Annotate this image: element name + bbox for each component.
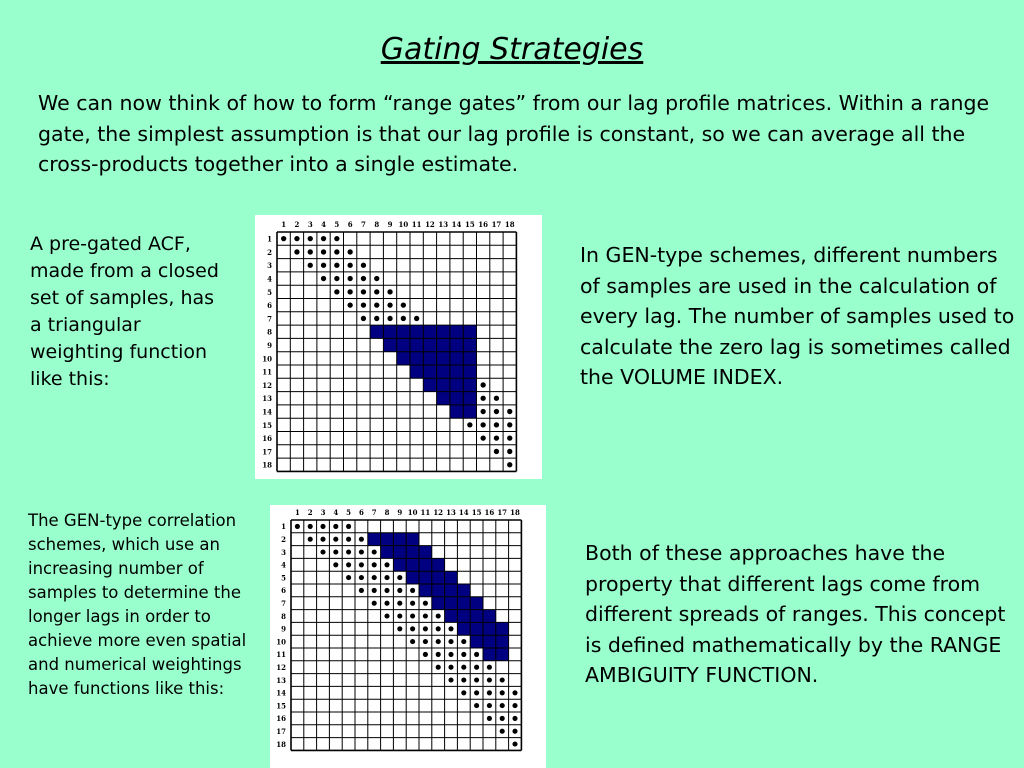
sample-dot	[494, 396, 499, 401]
column-label: 16	[478, 220, 489, 229]
sample-dot	[333, 562, 338, 567]
sample-dot	[494, 449, 499, 454]
sample-dot	[436, 626, 441, 631]
sample-dot	[346, 575, 351, 580]
column-label: 7	[371, 508, 377, 517]
weight-cell	[463, 352, 476, 365]
weight-cell	[393, 546, 406, 559]
sample-dot	[414, 316, 419, 321]
sample-dot	[384, 601, 389, 606]
row-label: 11	[262, 367, 272, 377]
weight-cell	[445, 597, 458, 610]
row-label: 5	[267, 287, 272, 297]
sample-dot	[410, 588, 415, 593]
row-label: 2	[281, 535, 286, 545]
sample-dot	[436, 652, 441, 657]
weight-cell	[470, 622, 483, 635]
sample-dot	[374, 289, 379, 294]
weight-cell	[397, 338, 410, 351]
sample-dot	[410, 601, 415, 606]
weight-cell	[419, 546, 432, 559]
pregated-acf-text: A pre-gated ACF, made from a closed set of samples, has a triangular weighting function like this:	[30, 233, 219, 390]
column-label: 6	[358, 508, 364, 517]
sample-dot	[410, 639, 415, 644]
weight-cell	[463, 405, 476, 418]
row-label: 12	[262, 380, 272, 390]
row-label: 1	[267, 234, 272, 244]
row-label: 6	[281, 586, 286, 596]
sample-dot	[436, 613, 441, 618]
sample-dot	[423, 601, 428, 606]
column-label: 5	[346, 508, 352, 517]
weight-cell	[368, 533, 381, 546]
sample-dot	[397, 575, 402, 580]
column-label: 3	[307, 220, 313, 229]
weight-cell	[381, 546, 394, 559]
row-label: 10	[262, 354, 272, 364]
sample-dot	[474, 665, 479, 670]
sample-dot	[512, 741, 517, 746]
sample-dot	[384, 588, 389, 593]
column-label: 2	[294, 220, 300, 229]
weight-cell	[450, 392, 463, 405]
sample-dot	[436, 665, 441, 670]
weight-cell	[437, 352, 450, 365]
sample-dot	[281, 236, 286, 241]
column-label: 4	[333, 508, 339, 517]
weight-cell	[419, 558, 432, 571]
sample-dot	[500, 703, 505, 708]
weight-cell	[410, 325, 423, 338]
row-label: 15	[276, 701, 286, 711]
weight-cell	[423, 378, 436, 391]
weight-cell	[410, 338, 423, 351]
column-label: 11	[420, 508, 431, 517]
sample-dot	[494, 435, 499, 440]
sample-dot	[397, 626, 402, 631]
sample-dot	[487, 677, 492, 682]
weight-cell	[450, 405, 463, 418]
page-title: Gating Strategies	[380, 32, 644, 67]
sample-dot	[308, 524, 313, 529]
weight-cell	[423, 352, 436, 365]
weight-cell	[406, 533, 419, 546]
gen-lag-matrix	[270, 505, 546, 768]
weight-cell	[470, 635, 483, 648]
weight-cell	[483, 622, 496, 635]
row-label: 9	[281, 624, 286, 634]
row-label: 3	[281, 547, 286, 557]
weight-cell	[445, 584, 458, 597]
sample-dot	[500, 729, 505, 734]
sample-dot	[480, 422, 485, 427]
row-label: 7	[281, 599, 286, 609]
sample-dot	[410, 626, 415, 631]
sample-dot	[308, 537, 313, 542]
sample-dot	[334, 236, 339, 241]
sample-dot	[295, 524, 300, 529]
sample-dot	[474, 703, 479, 708]
sample-dot	[347, 302, 352, 307]
row-label: 16	[276, 714, 286, 724]
sample-dot	[374, 316, 379, 321]
sample-dot	[480, 396, 485, 401]
sample-dot	[384, 562, 389, 567]
sample-dot	[321, 249, 326, 254]
weight-cell	[437, 325, 450, 338]
sample-dot	[372, 601, 377, 606]
weight-cell	[432, 597, 445, 610]
sample-dot	[480, 382, 485, 387]
sample-dot	[461, 652, 466, 657]
sample-dot	[374, 302, 379, 307]
weight-cell	[437, 378, 450, 391]
weight-cell	[381, 533, 394, 546]
sample-dot	[384, 613, 389, 618]
column-label: 5	[334, 220, 340, 229]
column-label: 9	[387, 220, 393, 229]
sample-dot	[308, 263, 313, 268]
sample-dot	[374, 276, 379, 281]
column-label: 14	[451, 220, 462, 229]
sample-dot	[346, 562, 351, 567]
weight-cell	[432, 558, 445, 571]
sample-dot	[448, 652, 453, 657]
weight-cell	[383, 325, 396, 338]
sample-dot	[347, 263, 352, 268]
sample-dot	[423, 652, 428, 657]
weight-cell	[397, 352, 410, 365]
weight-cell	[437, 338, 450, 351]
sample-dot	[346, 537, 351, 542]
weight-cell	[423, 338, 436, 351]
row-label: 4	[267, 274, 272, 284]
row-label: 3	[267, 261, 272, 271]
sample-dot	[334, 249, 339, 254]
column-label: 18	[504, 220, 515, 229]
row-label: 1	[281, 522, 286, 532]
sample-dot	[372, 575, 377, 580]
sample-dot	[346, 549, 351, 554]
weight-cell	[450, 352, 463, 365]
weight-cell	[483, 635, 496, 648]
sample-dot	[308, 249, 313, 254]
row-label: 5	[281, 573, 286, 583]
row-label: 12	[276, 663, 286, 673]
column-label: 12	[425, 220, 435, 229]
sample-dot	[467, 422, 472, 427]
sample-dot	[487, 665, 492, 670]
sample-dot	[347, 249, 352, 254]
sample-dot	[474, 652, 479, 657]
weight-cell	[406, 546, 419, 559]
row-label: 13	[262, 394, 272, 404]
sample-dot	[507, 409, 512, 414]
sample-dot	[384, 575, 389, 580]
weight-cell	[483, 610, 496, 623]
weight-cell	[470, 610, 483, 623]
sample-dot	[347, 289, 352, 294]
weight-cell	[370, 325, 383, 338]
weight-cell	[437, 392, 450, 405]
column-label: 10	[407, 508, 418, 517]
range-ambiguity-text: Both of these approaches have the property that different lags come from different spreads of ranges. This concept is defined mathematically by the RANGE AMBIGUITY FUNCTION.	[585, 541, 1006, 687]
sample-dot	[333, 524, 338, 529]
weight-cell	[457, 610, 470, 623]
sample-dot	[410, 613, 415, 618]
sample-dot	[512, 690, 517, 695]
column-label: 13	[446, 508, 456, 517]
weight-cell	[423, 325, 436, 338]
sample-dot	[461, 690, 466, 695]
sample-dot	[321, 276, 326, 281]
sample-dot	[387, 316, 392, 321]
sample-dot	[334, 289, 339, 294]
column-label: 13	[438, 220, 449, 229]
row-label: 10	[276, 637, 286, 647]
sample-dot	[359, 562, 364, 567]
column-label: 17	[491, 220, 502, 229]
gen-lag-matrix-figure	[270, 505, 546, 768]
sample-dot	[346, 524, 351, 529]
weight-cell	[445, 571, 458, 584]
sample-dot	[480, 435, 485, 440]
sample-dot	[401, 302, 406, 307]
sample-dot	[372, 549, 377, 554]
row-label: 13	[276, 675, 286, 685]
pregated-lag-matrix	[255, 215, 542, 479]
column-label: 4	[321, 220, 326, 229]
column-label: 9	[397, 508, 403, 517]
sample-dot	[397, 613, 402, 618]
sample-dot	[512, 716, 517, 721]
column-label: 12	[433, 508, 444, 517]
weight-cell	[457, 622, 470, 635]
row-label: 14	[276, 688, 286, 698]
row-label: 8	[267, 327, 272, 337]
row-label: 16	[262, 434, 272, 444]
weight-cell	[450, 378, 463, 391]
sample-dot	[474, 690, 479, 695]
weight-cell	[463, 338, 476, 351]
column-label: 7	[361, 220, 366, 229]
sample-dot	[494, 409, 499, 414]
weight-cell	[463, 365, 476, 378]
weight-cell	[383, 338, 396, 351]
sample-dot	[401, 316, 406, 321]
sample-dot	[361, 276, 366, 281]
row-label: 11	[276, 650, 286, 660]
sample-dot	[461, 665, 466, 670]
sample-dot	[448, 639, 453, 644]
sample-dot	[500, 716, 505, 721]
weight-cell	[470, 597, 483, 610]
sample-dot	[448, 665, 453, 670]
weight-cell	[463, 325, 476, 338]
column-label: 8	[384, 508, 390, 517]
sample-dot	[359, 537, 364, 542]
sample-dot	[436, 639, 441, 644]
sample-dot	[487, 703, 492, 708]
row-label: 17	[262, 447, 272, 457]
row-label: 6	[267, 301, 272, 311]
column-label: 1	[281, 220, 287, 229]
weight-cell	[450, 365, 463, 378]
sample-dot	[361, 316, 366, 321]
row-label: 18	[262, 460, 272, 470]
row-label: 17	[276, 727, 286, 737]
pregated-lag-matrix-figure	[255, 215, 542, 479]
sample-dot	[320, 537, 325, 542]
sample-dot	[372, 562, 377, 567]
row-label: 7	[267, 314, 272, 324]
sample-dot	[507, 462, 512, 467]
weight-cell	[463, 378, 476, 391]
weight-cell	[406, 558, 419, 571]
weight-cell	[496, 635, 509, 648]
sample-dot	[333, 537, 338, 542]
weight-cell	[457, 584, 470, 597]
sample-dot	[387, 289, 392, 294]
gen-correlation-text: The GEN-type correlation schemes, which use an increasing number of samples to determine the longer lags in order to achieve more even spatial and numerical weightings have functions like this:	[28, 511, 247, 698]
row-label: 2	[267, 247, 272, 257]
sample-dot	[487, 716, 492, 721]
sample-dot	[320, 549, 325, 554]
column-label: 8	[374, 220, 380, 229]
sample-dot	[308, 236, 313, 241]
sample-dot	[320, 524, 325, 529]
weight-cell	[450, 325, 463, 338]
column-label: 15	[464, 220, 475, 229]
weight-cell	[432, 584, 445, 597]
sample-dot	[347, 276, 352, 281]
sample-dot	[321, 236, 326, 241]
row-label: 14	[262, 407, 272, 417]
sample-dot	[333, 549, 338, 554]
weight-cell	[419, 584, 432, 597]
row-label: 9	[267, 340, 272, 350]
sample-dot	[461, 639, 466, 644]
sample-dot	[397, 601, 402, 606]
weight-cell	[393, 558, 406, 571]
weight-cell	[393, 533, 406, 546]
weight-cell	[463, 392, 476, 405]
sample-dot	[507, 435, 512, 440]
sample-dot	[448, 677, 453, 682]
sample-dot	[494, 422, 499, 427]
sample-dot	[294, 236, 299, 241]
sample-dot	[334, 263, 339, 268]
weight-cell	[410, 365, 423, 378]
sample-dot	[500, 677, 505, 682]
sample-dot	[334, 276, 339, 281]
sample-dot	[397, 588, 402, 593]
weight-cell	[406, 571, 419, 584]
sample-dot	[359, 549, 364, 554]
column-label: 17	[497, 508, 508, 517]
sample-dot	[423, 626, 428, 631]
sample-dot	[361, 289, 366, 294]
sample-dot	[321, 263, 326, 268]
weight-cell	[496, 648, 509, 661]
column-label: 11	[411, 220, 422, 229]
sample-dot	[507, 449, 512, 454]
sample-dot	[423, 613, 428, 618]
sample-dot	[361, 302, 366, 307]
weight-cell	[419, 571, 432, 584]
intro-paragraph: We can now think of how to form “range gates” from our lag profile matrices. Within a range gate, the simplest assumption is that our lag profile is constant, so we can average all the cross-products together into a single estimate.	[38, 91, 990, 176]
weight-cell	[450, 338, 463, 351]
sample-dot	[359, 588, 364, 593]
sample-dot	[359, 575, 364, 580]
sample-dot	[474, 677, 479, 682]
sample-dot	[487, 690, 492, 695]
sample-dot	[387, 302, 392, 307]
weight-cell	[437, 365, 450, 378]
row-label: 8	[281, 611, 286, 621]
sample-dot	[512, 729, 517, 734]
row-label: 4	[281, 560, 286, 570]
weight-cell	[410, 352, 423, 365]
column-label: 14	[458, 508, 469, 517]
column-label: 6	[347, 220, 353, 229]
column-label: 10	[398, 220, 409, 229]
column-label: 18	[510, 508, 520, 517]
sample-dot	[512, 703, 517, 708]
weight-cell	[432, 571, 445, 584]
sample-dot	[507, 422, 512, 427]
column-label: 3	[320, 508, 326, 517]
column-label: 15	[471, 508, 482, 517]
sample-dot	[361, 263, 366, 268]
sample-dot	[448, 626, 453, 631]
weight-cell	[445, 610, 458, 623]
weight-cell	[423, 365, 436, 378]
row-label: 15	[262, 420, 272, 430]
weight-cell	[457, 597, 470, 610]
column-label: 1	[294, 508, 300, 517]
column-label: 16	[484, 508, 495, 517]
sample-dot	[461, 677, 466, 682]
sample-dot	[294, 249, 299, 254]
weight-cell	[483, 648, 496, 661]
sample-dot	[372, 588, 377, 593]
gen-schemes-text: In GEN-type schemes, different numbers of samples are used in the calculation of every lag. The number of samples used to calculate the zero lag is sometimes called the VOLUME INDEX.	[580, 243, 1015, 389]
row-label: 18	[276, 739, 286, 749]
sample-dot	[500, 690, 505, 695]
sample-dot	[423, 639, 428, 644]
sample-dot	[480, 409, 485, 414]
weight-cell	[496, 622, 509, 635]
column-label: 2	[307, 508, 313, 517]
weight-cell	[397, 325, 410, 338]
